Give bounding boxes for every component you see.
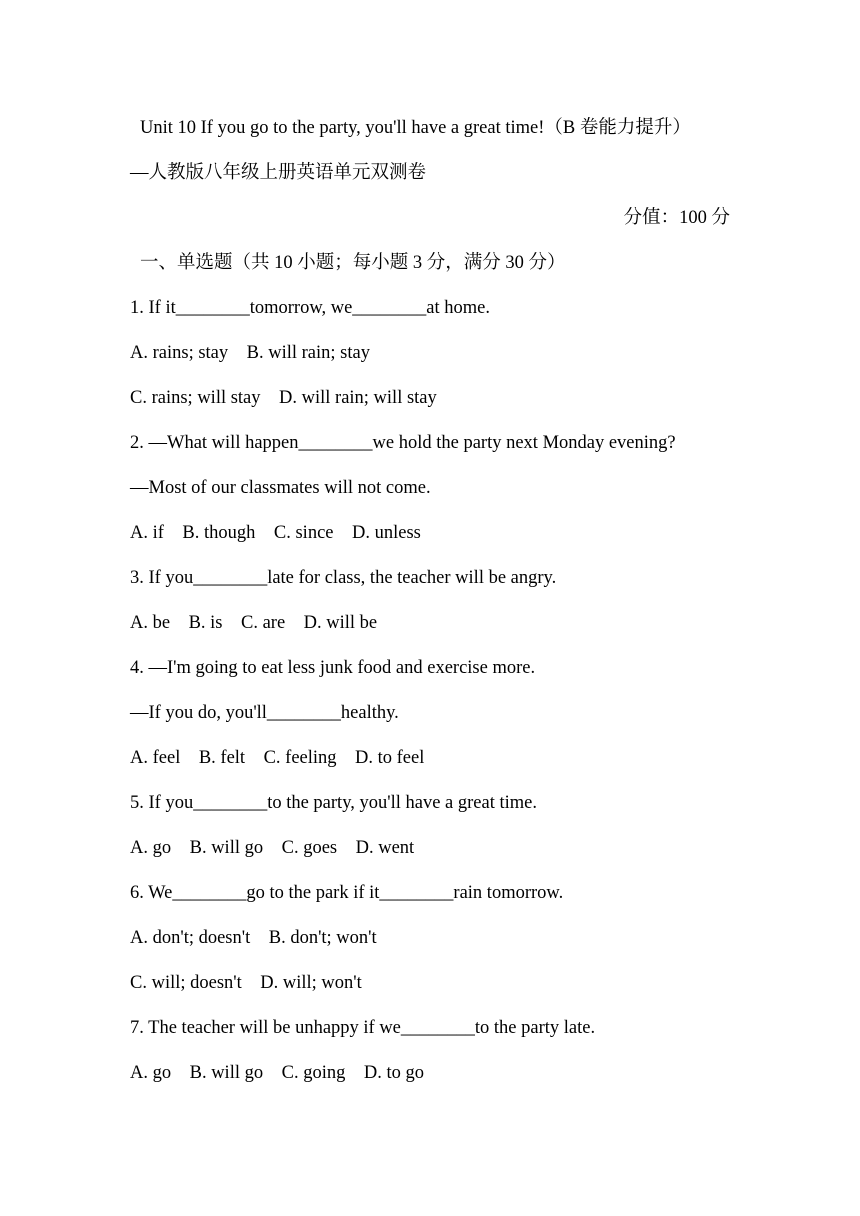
question-5-stem: 5. If you________to the party, you'll have a great time.: [130, 793, 537, 813]
question-2-response: —Most of our classmates will not come.: [130, 478, 431, 498]
question-3-stem: 3. If you________late for class, the teacher will be angry.: [130, 568, 557, 588]
question-4-options: A. feel B. felt C. feeling D. to feel: [130, 748, 425, 768]
question-4-stem: 4. —I'm going to eat less junk food and exercise more.: [130, 658, 536, 678]
title-line-2: —人教版八年级上册英语单元双测卷: [130, 163, 427, 183]
question-5-options: A. go B. will go C. goes D. went: [130, 838, 415, 858]
question-6-stem: 6. We________go to the park if it________rain tomorrow.: [130, 883, 564, 903]
question-1-options-a: A. rains; stay B. will rain; stay: [130, 343, 370, 363]
score-label: 分值：100 分: [623, 208, 730, 228]
question-1-stem: 1. If it________tomorrow, we________at home.: [130, 298, 491, 318]
question-6-options-b: C. will; doesn't D. will; won't: [130, 973, 362, 993]
section-heading: 一、单选题（共 10 小题；每小题 3 分，满分 30 分）: [140, 253, 566, 273]
question-3-options: A. be B. is C. are D. will be: [130, 613, 378, 633]
question-6-options-a: A. don't; doesn't B. don't; won't: [130, 928, 377, 948]
question-4-response: —If you do, you'll________healthy.: [130, 703, 399, 723]
question-2-options: A. if B. though C. since D. unless: [130, 523, 421, 543]
question-1-options-b: C. rains; will stay D. will rain; will stay: [130, 388, 437, 408]
question-2-stem: 2. —What will happen________we hold the party next Monday evening?: [130, 433, 676, 453]
question-7-stem: 7. The teacher will be unhappy if we________to the party late.: [130, 1018, 596, 1038]
question-7-options: A. go B. will go C. going D. to go: [130, 1063, 424, 1083]
title-line-1: Unit 10 If you go to the party, you'll have a great time!（B 卷能力提升）: [140, 118, 691, 138]
